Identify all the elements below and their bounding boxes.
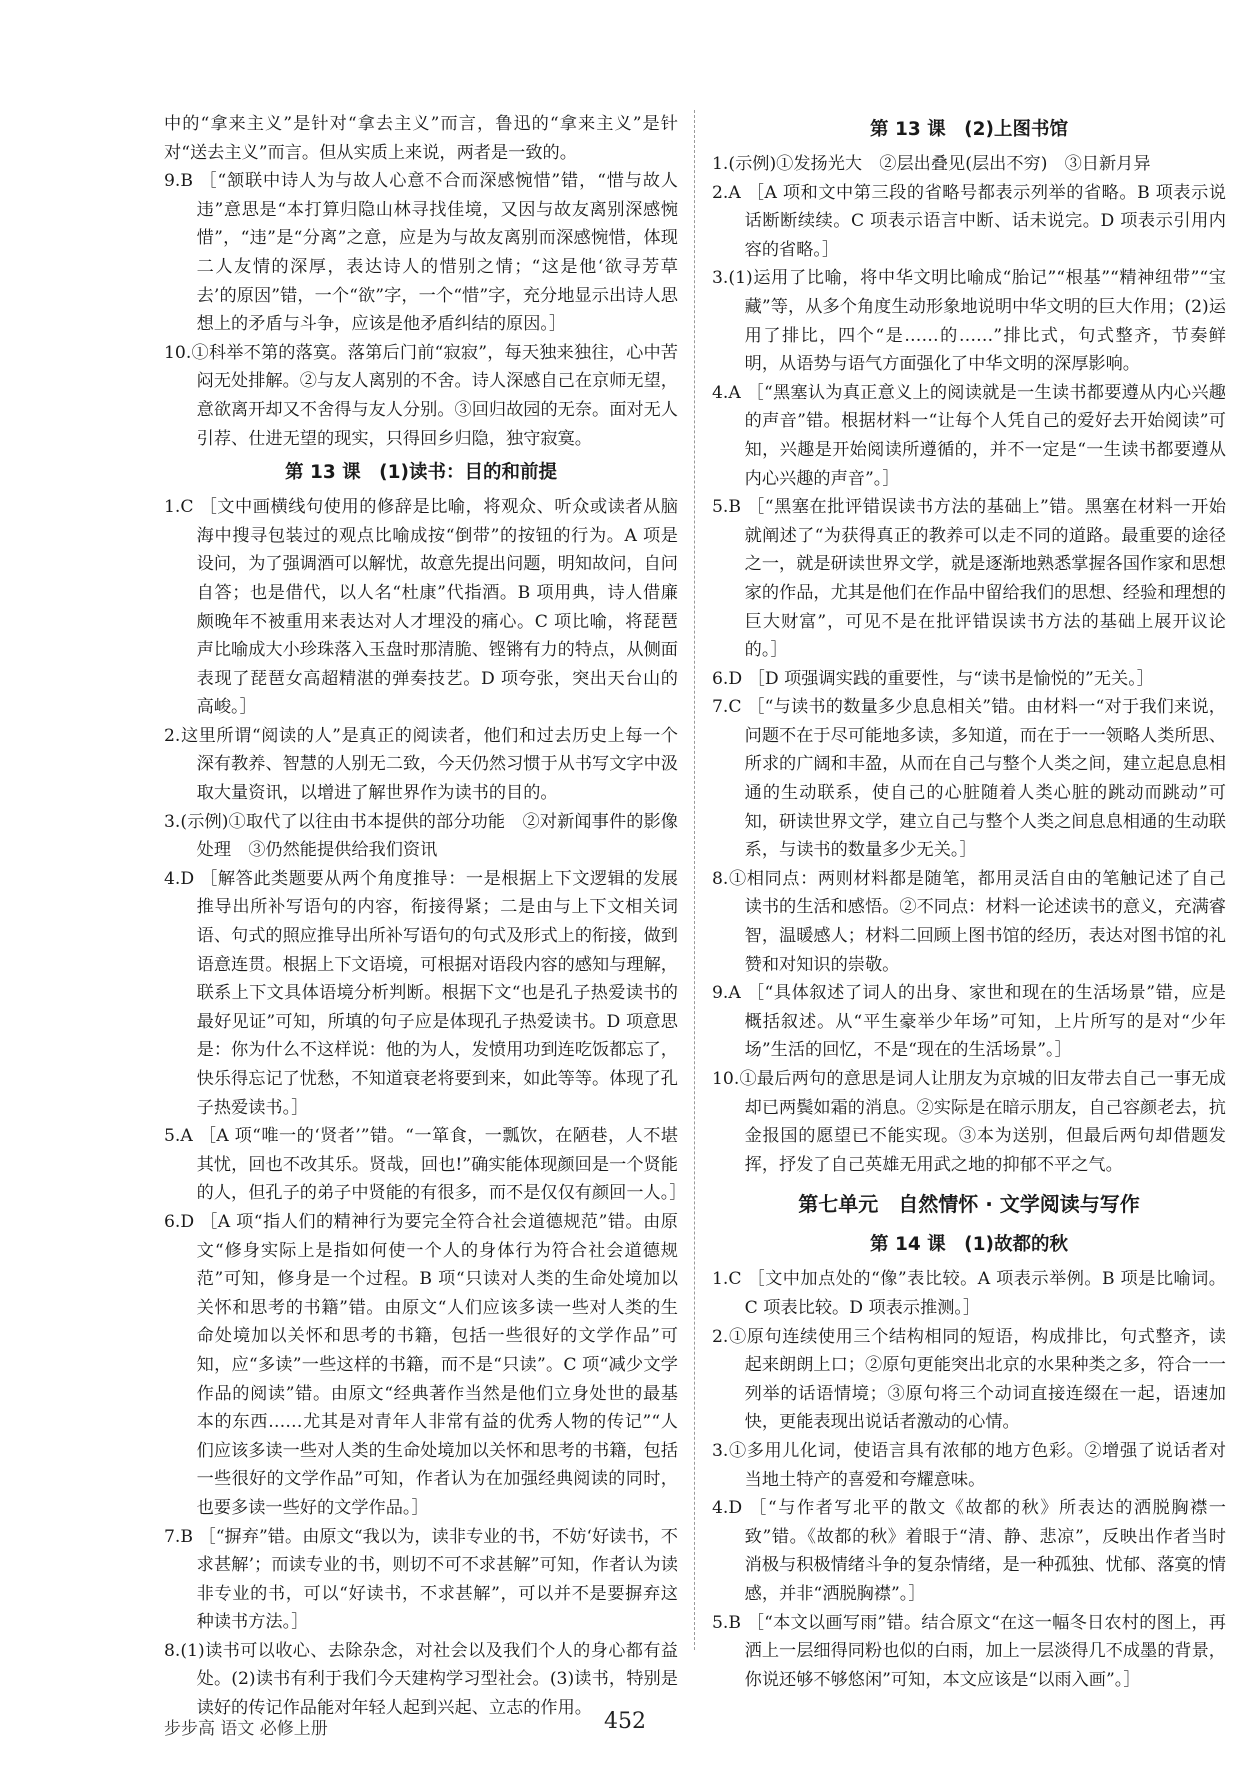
lesson-heading: 第 13 课 (1)读书：目的和前提: [285, 462, 557, 484]
lesson-heading: 第 13 课 (2)上图书馆: [870, 119, 1068, 140]
column-divider: [694, 110, 695, 1650]
answer-item: 5.A ［A 项“唯一的‘贤者’”错。“一箪食，一瓢饮，在陋巷，人不堪其忧，回也不改其乐。贤哉，回也!”确实能体现颜回是一个贤能的人，但孔子的弟子中贤能的有很多，而不是仅仅有颜回一人。］: [164, 1126, 687, 1204]
lesson-heading: 第 14 课 (1)故都的秋: [870, 1234, 1068, 1256]
answer-item: 8.①相同点：两则材料都是随笔，都用灵活自由的笔触记述了自己读书的生活和感悟。②不同点：材料一论述读书的意义，充满睿智，温暖感人；材料二回顾上图书馆的经历，表达对图书馆的礼赞和对知识的崇敬。: [712, 868, 1226, 975]
book-title-footer: 步步高 语文 必修上册: [164, 1719, 328, 1739]
answer-item: 3.(1)运用了比喻，将中华文明比喻成“胎记”“根基”“精神纽带”“宝藏”等，从多个角度生动形象地说明中华文明的巨大作用；(2)运用了排比，四个“是……的……”排比式，句式整齐，节奏鲜明，从语势与语气方面强化了中华文明的深厚影响。: [712, 268, 1226, 375]
answer-item: 2.A ［A 项和文中第三段的省略号都表示列举的省略。B 项表示说话断断续续。C 项表示语言中断、话未说完。D 项表示引用内容的省略。］: [712, 182, 1226, 260]
answer-item: 3.①多用儿化词，使语言具有浓郁的地方色彩。②增强了说话者对当地土特产的喜爱和夸耀意味。: [712, 1440, 1226, 1490]
right-column: [712, 110, 1226, 1694]
answer-item: 10.①科举不第的落寞。落第后门前“寂寂”，每天独来独往，心中苦闷无处排解。②与友人离别的不舍。诗人深感自己在京师无望，意欲离开却又不舍得与友人分别。③回归故园的无奈。面对无人引荐、仕进无望的现实，只得回乡归隐，独守寂寞。: [164, 342, 678, 449]
answer-item: 6.D ［D 项强调实践的重要性，与“读书是愉悦的”无关。］: [712, 668, 1154, 689]
answer-item: 4.A ［“黑塞认为真正意义上的阅读就是一生读书都要遵从内心兴趣的声音”错。根据材料一“让每个人凭自己的爱好去开始阅读”可知，兴趣是开始阅读所遵循的，并不一定是“一生读书都要遵从内心兴趣的声音”。］: [712, 382, 1226, 489]
answer-item: 2.①原句连续使用三个结构相同的短语，构成排比，句式整齐，读起来朗朗上口；②原句更能突出北京的水果种类之多，符合一一列举的话语情境；③原句将三个动词直接连缀在一起，语速加快，更能表现出说话者激动的心情。: [712, 1326, 1226, 1433]
answer-item: 4.D ［“与作者写北平的散文《故都的秋》所表达的洒脱胸襟一致”错。《故都的秋》着眼于“清、静、悲凉”，反映出作者当时消极与积极情绪斗争的复杂情绪，是一种孤独、忧郁、落寞的情感，并非“洒脱胸襟”。］: [712, 1498, 1226, 1604]
answer-item: 4.D ［解答此类题要从两个角度推导：一是根据上下文逻辑的发展推导出所补写语句的内容，衔接得紧；二是由与上下文相关词语、句式的照应推导出所补写语句的句式及形式上的衔接，做到语意连贯。根据上下文语境，可根据对语段内容的感知与理解，联系上下文具体语境分析判断。根据下文“也是孔子热爱读书的最好见证”可知，所填的句子应是体现孔子热爱读书。D 项意思是：你为什么不这样说：他的为人，发愤用功到连吃饭都忘了，快乐得忘记了忧愁，不知道衰老将要到来，如此等等。体现了孔子热爱读书。］: [164, 868, 678, 1118]
answer-continuation: 中的“拿来主义”是针对“拿去主义”而言，鲁迅的“拿来主义”是针对“送去主义”而言。但从实质上来说，两者是一致的。: [164, 114, 678, 163]
answer-item: 9.B ［“颔联中诗人为与故人心意不合而深感惋惜”错，“惜与故人违”意思是“本打算归隐山林寻找佳境，又因与故友离别深感惋惜”，“违”是“分离”之意，应是为与故友离别而深感惋惜，体现二人友情的深厚，表达诗人的惜别之情；“这是他‘欲寻芳草去’的原因”错，一个“欲”字，一个“惜”字，充分地显示出诗人思想上的矛盾与斗争，应该是他矛盾纠结的原因。］: [164, 171, 678, 335]
left-column: [164, 110, 687, 1723]
answer-item: 9.A ［“具体叙述了词人的出身、家世和现在的生活场景”错，应是概括叙述。从“平生豪举少年场”可知，上片所写的是对“少年场”生活的回忆，不是“现在的生活场景”。］: [712, 983, 1226, 1061]
answer-item: 5.B ［“本文以画写雨”错。结合原文“在这一幅冬日农村的图上，再洒上一层细得同粉也似的白雨，加上一层淡得几不成墨的背景，你说还够不够悠闲”可知，本文应该是“以雨入画”。］: [712, 1612, 1226, 1690]
page-number: 452: [604, 1709, 646, 1734]
answer-item: 5.B ［“黑塞在批评错误读书方法的基础上”错。黑塞在材料一开始就阐述了“为获得真正的教养可以走不同的道路。最重要的途径之一，就是研读世界文学，就是逐渐地熟悉掌握各国作家和思想家的作品，尤其是他们在作品中留给我们的思想、经验和理想的巨大财富”，可见不是在批评错误读书方法的基础上展开议论的。］: [712, 497, 1226, 661]
answer-item: 3.(示例)①取代了以往由书本提供的部分功能 ②对新闻事件的影像处理 ③仍然能提供给我们资讯: [164, 811, 678, 861]
answer-item: 7.C ［“与读书的数量多少息息相关”错。由材料一“对于我们来说，问题不在于尽可能地多读，多知道，而在于一一领略人类所思、所求的广阔和丰盈，从而在自己与整个人类之间，建立起息息相通的生动联系，使自己的心脏随着人类心脏的跳动而跳动”可知，研读世界文学，建立自己与整个人类之间息息相通的生动联系，与读书的数量多少无关。］: [712, 697, 1226, 861]
unit-heading: 第七单元 自然情怀 · 文学阅读与写作: [798, 1192, 1140, 1217]
answer-item: 1.(示例)①发扬光大 ②层出叠见(层出不穷) ③日新月异: [712, 154, 1151, 174]
answer-item: 7.B ［“摒弃”错。由原文“我以为，读非专业的书，不妨‘好读书，不求甚解’；而读专业的书，则切不可不求甚解”可知，作者认为读非专业的书，可以“好读书，不求甚解”，可以并不是要摒弃这种读书方法。］: [164, 1526, 678, 1633]
answer-item: 1.C ［文中加点处的“像”表比较。A 项表示举例。B 项是比喻词。C 项表比较。D 项表示推测。］: [712, 1269, 1226, 1318]
answer-item: 2.这里所谓“阅读的人”是真正的阅读者，他们和过去历史上每一个深有教养、智慧的人别无二致，今天仍然习惯于从书写文字中汲取大量资讯，以增进了解世界作为读书的目的。: [164, 725, 678, 804]
answer-item: 8.(1)读书可以收心、去除杂念，对社会以及我们个人的身心都有益处。(2)读书有利于我们今天建构学习型社会。(3)读书，特别是读好的传记作品能对年轻人起到兴起、立志的作用。: [164, 1640, 678, 1719]
answer-item: 10.①最后两句的意思是词人让朋友为京城的旧友带去自己一事无成却已两鬓如霜的消息。②实际是在暗示朋友，自己容颜老去，抗金报国的愿望已不能实现。③本为送别，但最后两句却借题发挥，抒发了自己英雄无用武之地的抑郁不平之气。: [712, 1069, 1226, 1175]
answer-item: 6.D ［A 项“指人们的精神行为要完全符合社会道德规范”错。由原文“修身实际上是指如何使一个人的身体行为符合社会道德规范”可知，修身是一个过程。B 项“只读对人类的生命处境加以关怀和思考的书籍”错。由原文“人们应该多读一些对人类的生命处境加以关怀和思考的书籍，包括一些很好的文学作品”可知，应“多读”一些这样的书籍，而不是“只读”。C 项“减少文学作品的阅读”错。由原文“经典著作当然是他们立身处世的最基本的东西……尤其是对青年人非常有益的优秀人物的传记”“人们应该多读一些对人类的生命处境加以关怀和思考的书籍，包括一些很好的文学作品”可知，作者认为在加强经典阅读的同时，也要多读一些好的文学作品。］: [164, 1211, 678, 1518]
answer-item: 1.C ［文中画横线句使用的修辞是比喻，将观众、听众或读者从脑海中搜寻包装过的观点比喻成按“倒带”的按钮的行为。A 项是设问，为了强调酒可以解忧，故意先提出问题，明知故问，自问自答；也是借代，以人名“杜康”代指酒。B 项用典，诗人借廉颇晚年不被重用来表达对人才埋没的痛心。C 项比喻，将琵琶声比喻成大小珍珠落入玉盘时那清脆、铿锵有力的特点，从侧面表现了琵琶女高超精湛的弹奏技艺。D 项夸张，突出天台山的高峻。］: [164, 497, 678, 718]
